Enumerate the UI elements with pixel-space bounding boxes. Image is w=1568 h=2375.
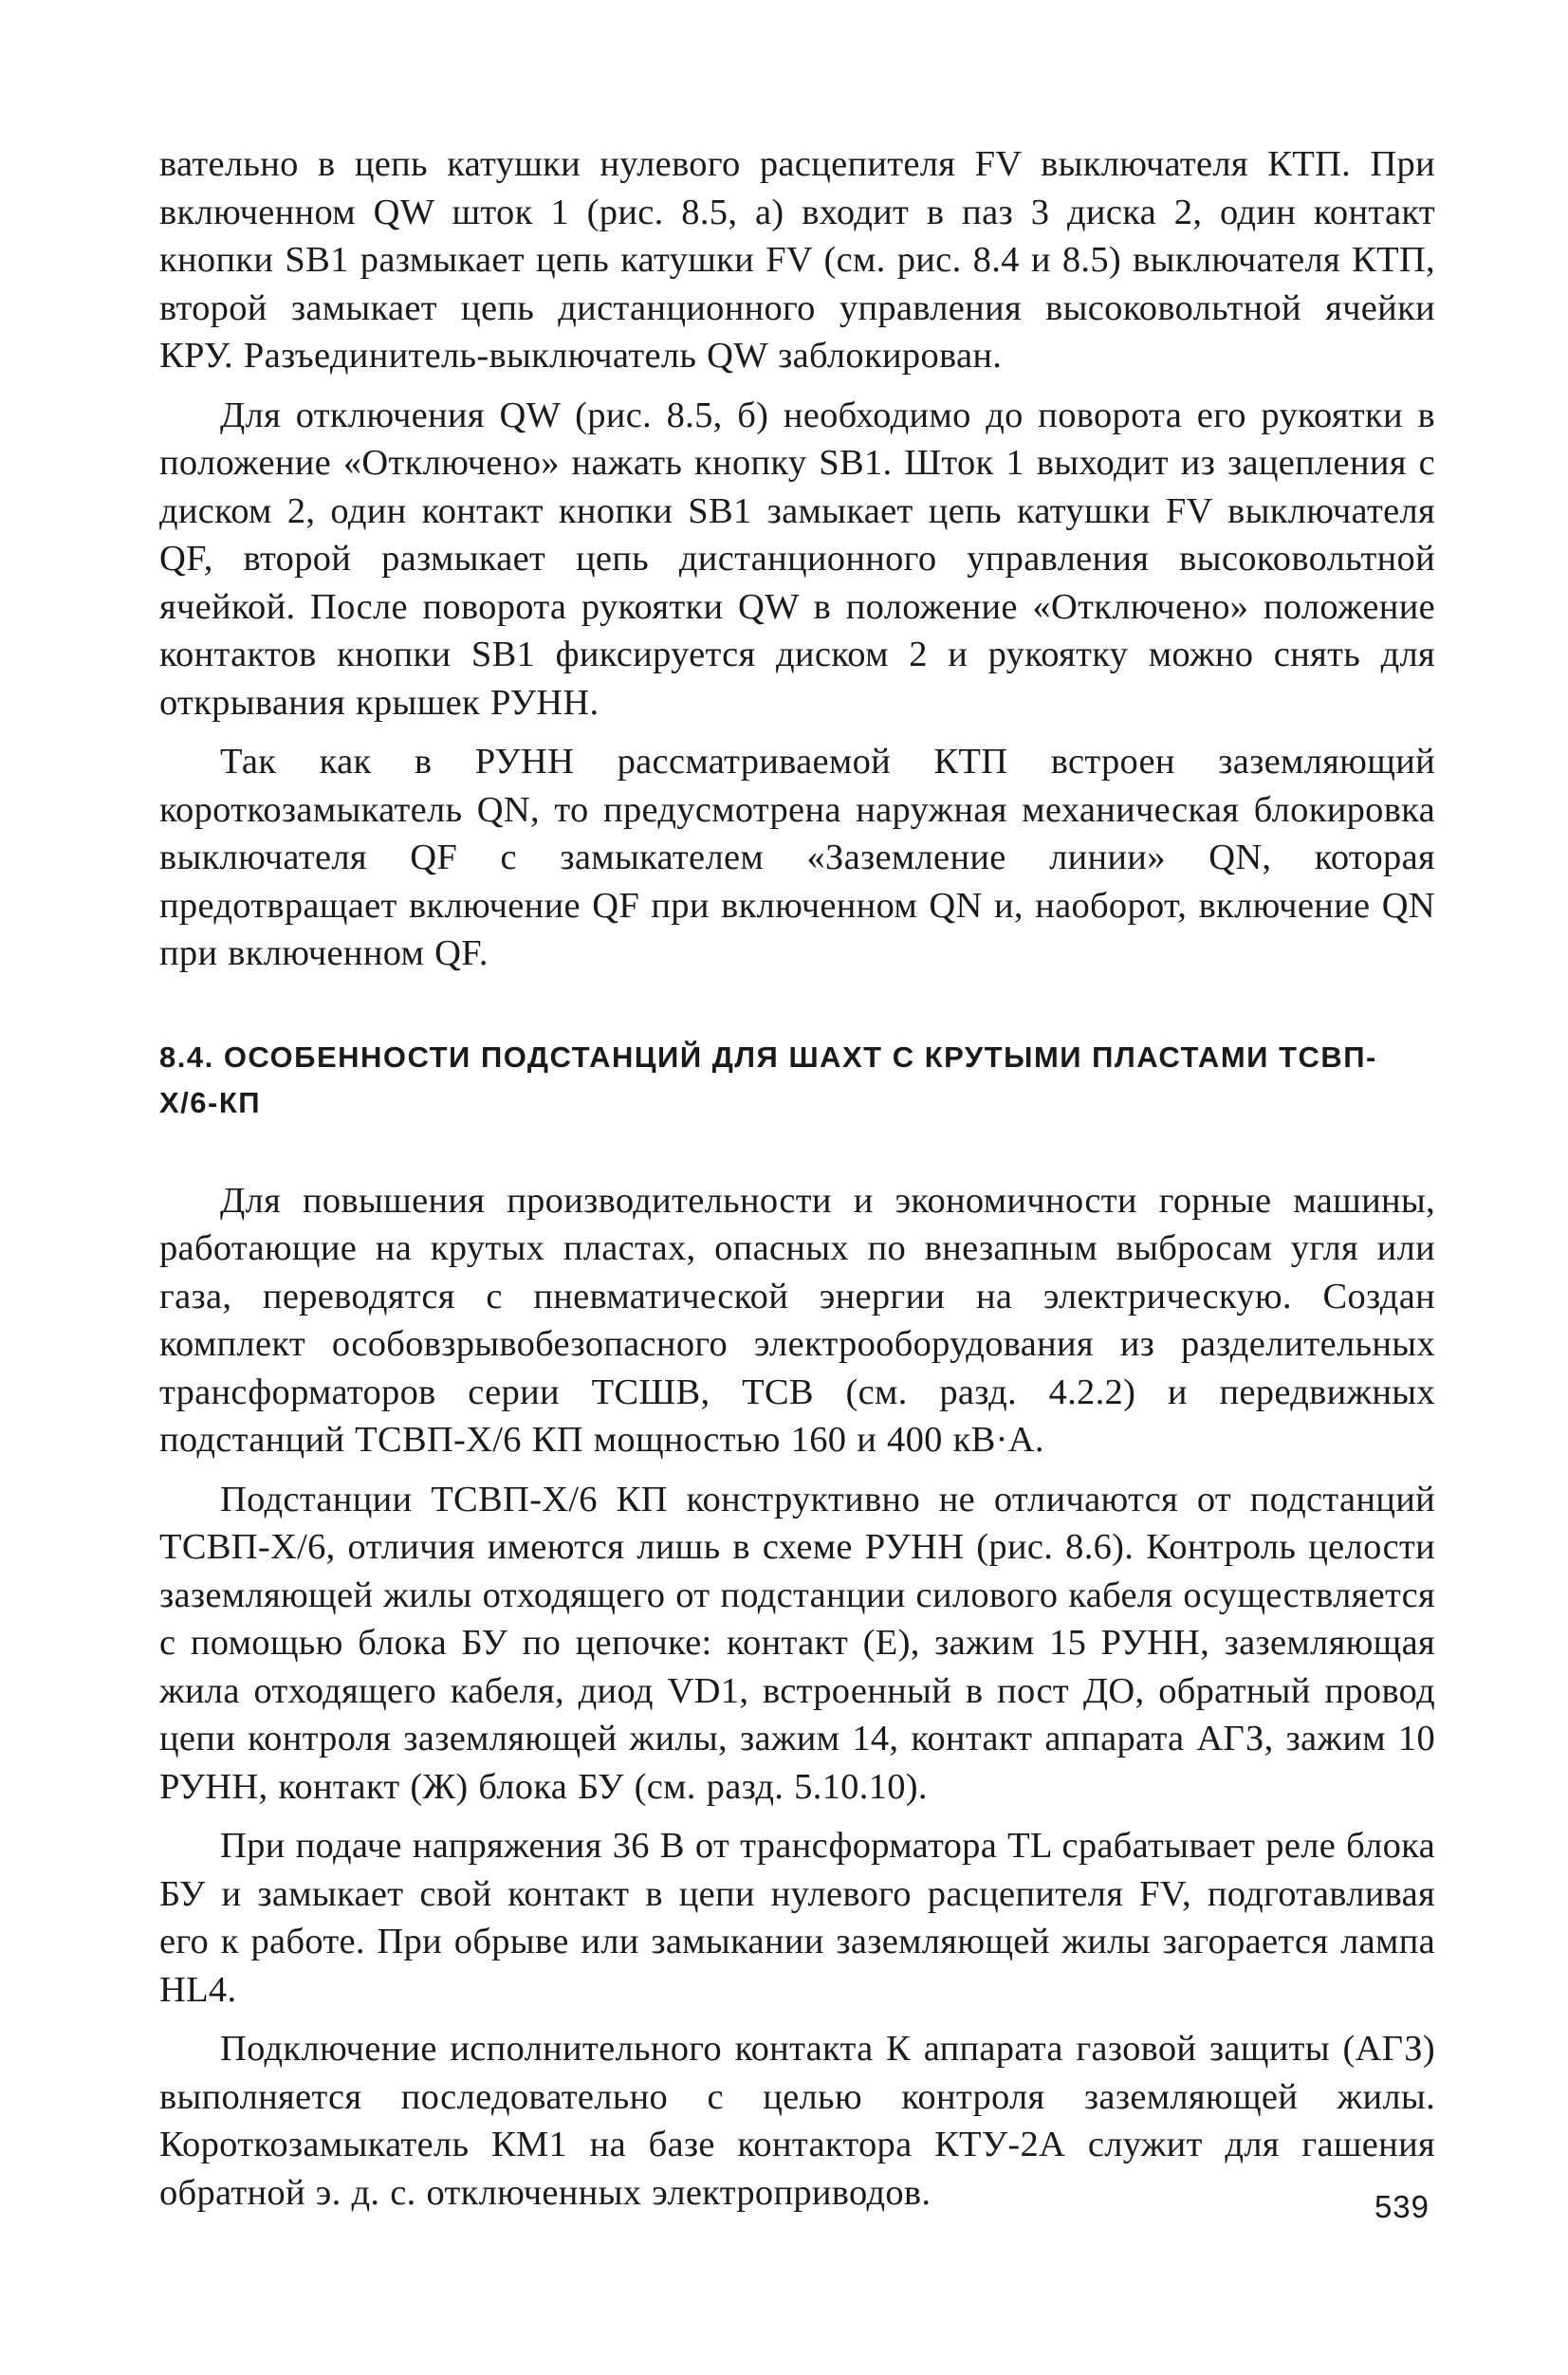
page-body xyxy=(159,140,1435,2228)
paragraph-interlock-qn: Так как в РУНН рассматриваемой КТП встроен заземляющий короткозамыкатель QN, то предусмотрена наружная механическая блокировка выключателя QF с замыкателем «Заземление линии» QN, которая предотвращает включение QF при включенном QN и, наоборот, включение QN при включенном QF. xyxy=(159,742,1435,973)
page-number: 539 xyxy=(1374,2189,1430,2224)
section-heading: 8.4. ОСОБЕННОСТИ ПОДСТАНЦИЙ ДЛЯ ШАХТ С КРУТЫМИ ПЛАСТАМИ ТСВП-Х/6-КП xyxy=(159,1040,1377,1119)
paragraph-disconnect-qw: Для отключения QW (рис. 8.5, б) необходимо до поворота его рукоятки в положение «Отключено» нажать кнопку SB1. Шток 1 выходит из зацепления с диском 2, один контакт кнопки SB1 замыкает цепь катушки FV выключателя QF, второй размыкает цепь дистанционного управления высоковольтной ячейкой. После поворота рукоятки QW в положение «Отключено» положение контактов кнопки SB1 фиксируется диском 2 и рукоятку можно снять для открывания крышек РУНН. xyxy=(159,395,1435,723)
paragraph-gas-protection: Подключение исполнительного контакта К аппарата газовой защиты (АГЗ) выполняется последовательно с целью контроля заземляющей жилы. Короткозамыкатель КМ1 на базе контактора КТУ-2А служит для гашения обратной э. д. с. отключенных электроприводов. xyxy=(159,2029,1435,2213)
paragraph-continued: вательно в цепь катушки нулевого расцепителя FV выключателя КТП. При включенном QW шток 1 (рис. 8.5, а) входит в паз 3 диска 2, один контакт кнопки SB1 размыкает цепь катушки FV (см. рис. 8.4 и 8.5) выключателя КТП, второй замыкает цепь дистанционного управления высоковольтной ячейки КРУ. Разъединитель-выключатель QW заблокирован. xyxy=(159,144,1435,376)
paragraph-substation-design: Подстанции ТСВП-Х/6 КП конструктивно не отличаются от подстанций ТСВП-Х/6, отличия имеются лишь в схеме РУНН (рис. 8.6). Контроль целости заземляющей жилы отходящего от подстанции силового кабеля осуществляется с помощью блока БУ по цепочке: контакт (Е), зажим 15 РУНН, заземляющая жила отходящего кабеля, диод VD1, встроенный в пост ДО, обратный провод цепи контроля заземляющей жилы, зажим 14, контакт аппарата АГЗ, зажим 10 РУНН, контакт (Ж) блока БУ (см. разд. 5.10.10). xyxy=(159,1479,1435,1807)
paragraph-productivity: Для повышения производительности и экономичности горные машины, работающие на крутых пластах, опасных по внезапным выбросам угля или газа, переводятся с пневматической энергии на электрическую. Создан комплект особовзрывобезопасного электрооборудования из разделительных трансформаторов серии ТСШВ, ТСВ (см. разд. 4.2.2) и передвижных подстанций ТСВП-Х/6 КП мощностью 160 и 400 кВ·А. xyxy=(159,1180,1435,1460)
paragraph-voltage-supply: При подаче напряжения 36 В от трансформатора TL срабатывает реле блока БУ и замыкает свой контакт в цепи нулевого расцепителя FV, подготавливая его к работе. При обрыве или замыкании заземляющей жилы загорается лампа HL4. xyxy=(159,1826,1435,2010)
